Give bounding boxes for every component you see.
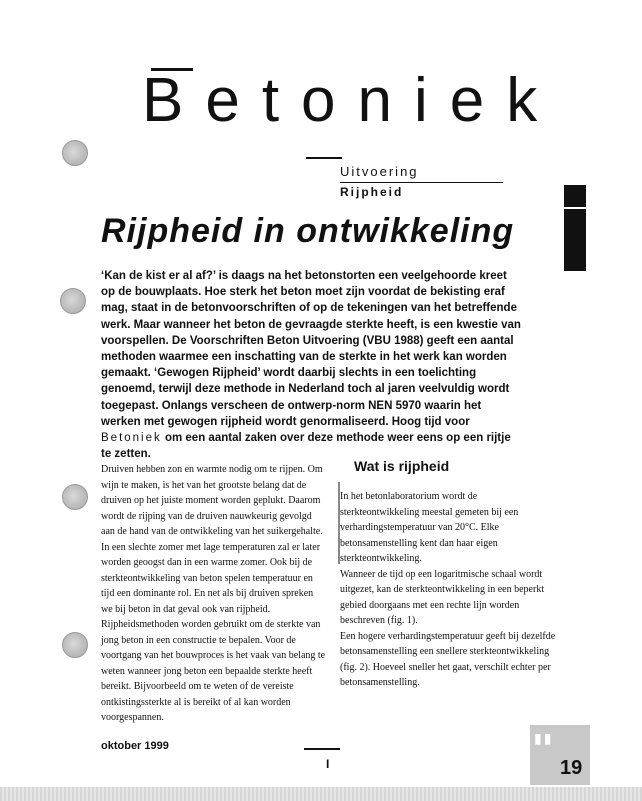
box-title: Wat is rijpheid [354, 458, 450, 474]
footer-rule [304, 748, 340, 750]
edge-tab-mark [564, 207, 586, 209]
section-category: Uitvoering [340, 164, 419, 179]
corner-bars-icon: ▮▮ [534, 730, 554, 746]
edge-tab [564, 185, 586, 271]
article-lead [101, 268, 521, 462]
punch-hole-2 [60, 288, 86, 314]
lead-text-a: ‘Kan de kist er al af?’ is daags na het betonstorten een veelgehoorde kreet op de bouwplaats. Hoe sterk het beton moet zijn voordat de bekisting eraf mag, staat in de betonvoorschriften of op de tekeningen van het betreffende werk. Maar wanneer het beton de gevraagde sterkte heeft, is een kwestie van voorspellen. De Voorschriften Beton Uitvoering (VBU 1988) geeft een aantal methoden waarmee een inschatting van de sterkte in het werk kan worden gemaakt. ‘Gewogen Rijpheid’ wordt daarbij slechts in een toelichting genoemd, terwijl deze methode in Nederland toch al jaren veelvuldig wordt toegepast. Onlangs verscheen de ontwerp-norm NEN 5970 waarin het werken met gewogen rijpheid wordt genormaliseerd. Hoog tijd voor [101, 270, 521, 428]
box-paragraph-3: Een hogere verhardingstemperatuur geeft bij dezelfde betonsamenstelling een snellere sterkteontwikkeling (fig. 2). Hoeveel sneller het gaat, verschilt echter per betonsamenstelling. [340, 630, 556, 688]
scan-strip [0, 787, 642, 801]
punch-hole-3 [62, 484, 88, 510]
section-topic: Rijpheid [340, 185, 404, 199]
box-paragraph-2: Wanneer de tijd op een logaritmische schaal wordt uitgezet, kan de sterkteontwikkeling in een beperkt gebied doorgaans met een rechte lijn worden beschreven (fig. 1). [340, 568, 545, 626]
punch-hole-4 [62, 632, 88, 658]
right-column [340, 489, 558, 691]
lead-text-b: om een aantal zaken over deze methode weer eens op een rijtje te zetten. [101, 432, 511, 461]
punch-hole-1 [62, 140, 88, 166]
page-number: 19 [560, 757, 583, 779]
section-rule-short [306, 157, 342, 159]
masthead-title: Betoniek [142, 66, 560, 135]
lead-brand: Betoniek [101, 432, 162, 445]
box-paragraph-1: In het betonlaboratorium wordt de sterkteontwikkeling meestal gemeten bij een verhardingstemperatuur van 20°C. Elke betonsamenstelling kent dan haar eigen sterkteontwikkeling. [340, 491, 519, 564]
left-column-text: Druiven hebben zon en warmte nodig om te rijpen. Om wijn te maken, is het van het grootste belang dat de druiven op het juiste moment worden geplukt. Daarom wordt de rijping van de druiven nauwkeurig gevolgd aan de hand van de ontwikkeling van het suikergehalte. In een slechte zomer met lage temperaturen zal er later worden geoogst dan in een warme zomer. Ook bij de sterkteontwikkeling van beton spelen temperatuur en tijd een dominante rol. En net als bij druiven spreken we bij beton in dat geval ook van rijpheid. Rijpheidsmethoden worden gebruikt om de sterkte van jong beton in een constructie te bepalen. Voor de voortgang van het bouwproces is het vaak van belang te weten wanneer jong beton een bepaalde sterkte heeft bereikt. Bijvoorbeeld om te weten of de vereiste ontkistingssterkte al is bereikt of al kan worden voorgespannen. [101, 464, 326, 723]
footer-issue-mark: I [326, 757, 330, 771]
article-headline: Rijpheid in ontwikkeling [101, 212, 515, 250]
section-rule [340, 182, 503, 183]
footer-date: oktober 1999 [101, 740, 169, 752]
